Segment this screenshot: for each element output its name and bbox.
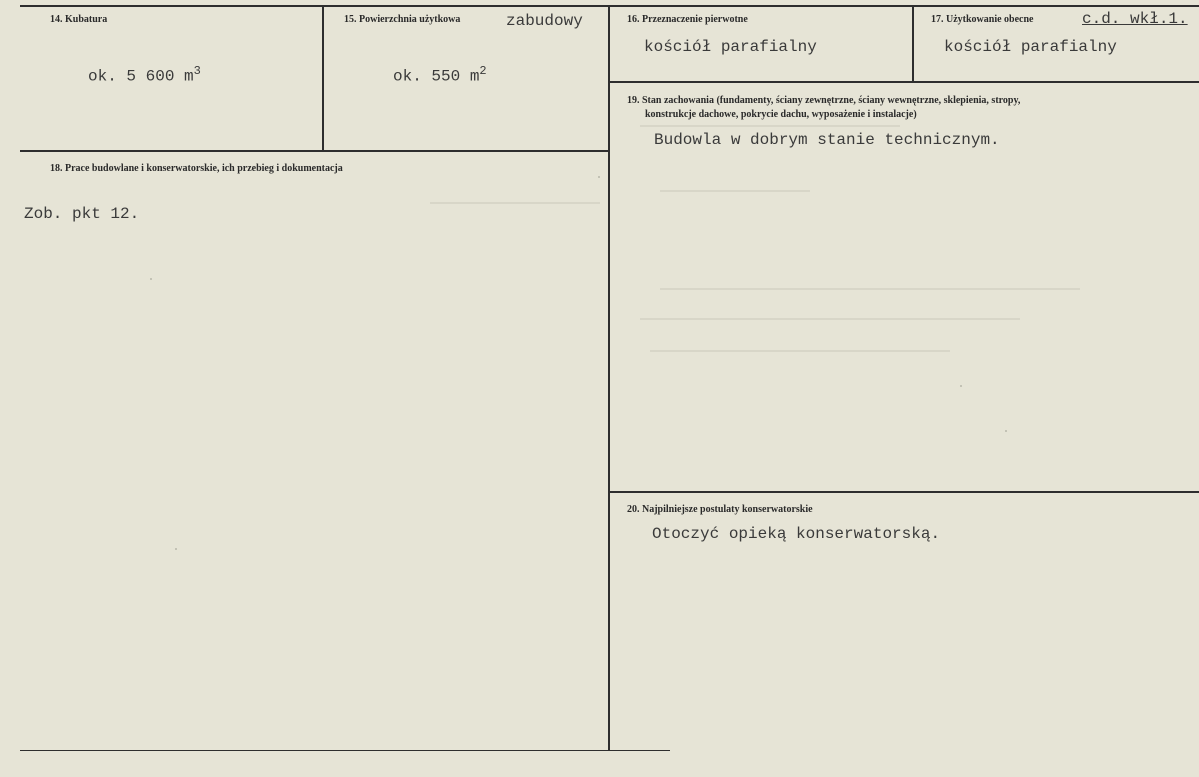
field-19-label-line1: 19. Stan zachowania (fundamenty, ściany zewnętrzne, ściany wewnętrzne, sklepienia, stropy, bbox=[627, 95, 1021, 106]
divider-left-right bbox=[608, 5, 610, 750]
bleed-mark bbox=[650, 350, 950, 352]
bottom-border bbox=[20, 750, 670, 751]
field-18-value: Zob. pkt 12. bbox=[24, 205, 140, 223]
bleed-mark bbox=[640, 125, 900, 127]
field-15-label-suffix: zabudowy bbox=[506, 12, 583, 30]
row-line-16-19 bbox=[608, 81, 1199, 83]
bleed-mark bbox=[640, 318, 1020, 320]
field-15-value bbox=[393, 64, 487, 85]
field-15-value-sup: 2 bbox=[479, 64, 487, 78]
field-15-value-text: ok. 550 m bbox=[393, 67, 480, 86]
field-17-value: kościół parafialny bbox=[944, 38, 1117, 56]
divider-14-15 bbox=[322, 5, 324, 151]
field-16-label: 16. Przeznaczenie pierwotne bbox=[627, 14, 748, 25]
bleed-mark bbox=[660, 288, 1080, 290]
field-16-value: kościół parafialny bbox=[644, 38, 817, 56]
speck bbox=[175, 548, 177, 550]
speck bbox=[598, 176, 600, 178]
divider-16-17 bbox=[912, 5, 914, 82]
field-20-label: 20. Najpilniejsze postulaty konserwatorskie bbox=[627, 504, 813, 515]
field-19-value: Budowla w dobrym stanie technicznym. bbox=[654, 131, 1000, 149]
field-14-value-sup: 3 bbox=[193, 64, 201, 78]
field-17-label: 17. Użytkowanie obecne bbox=[931, 14, 1034, 25]
field-18-label: 18. Prace budowlane i konserwatorskie, ich przebieg i dokumentacja bbox=[50, 163, 343, 174]
bleed-mark bbox=[660, 190, 810, 192]
row-line-14-18 bbox=[20, 150, 610, 152]
field-17-label-suffix: c.d. wkł.1. bbox=[1082, 10, 1188, 28]
field-14-value-text: ok. 5 600 m bbox=[88, 67, 194, 86]
field-19-label-line2: konstrukcje dachowe, pokrycie dachu, wyposażenie i instalacje) bbox=[645, 109, 917, 120]
field-15-label: 15. Powierzchnia użytkowa bbox=[344, 14, 461, 25]
field-14-label: 14. Kubatura bbox=[50, 14, 108, 25]
speck bbox=[150, 278, 152, 280]
field-20-value: Otoczyć opieką konserwatorską. bbox=[652, 525, 941, 543]
row-line-19-20 bbox=[608, 491, 1199, 493]
field-14-value bbox=[88, 64, 201, 85]
speck bbox=[1005, 430, 1007, 432]
bleed-mark bbox=[430, 202, 600, 204]
speck bbox=[960, 385, 962, 387]
